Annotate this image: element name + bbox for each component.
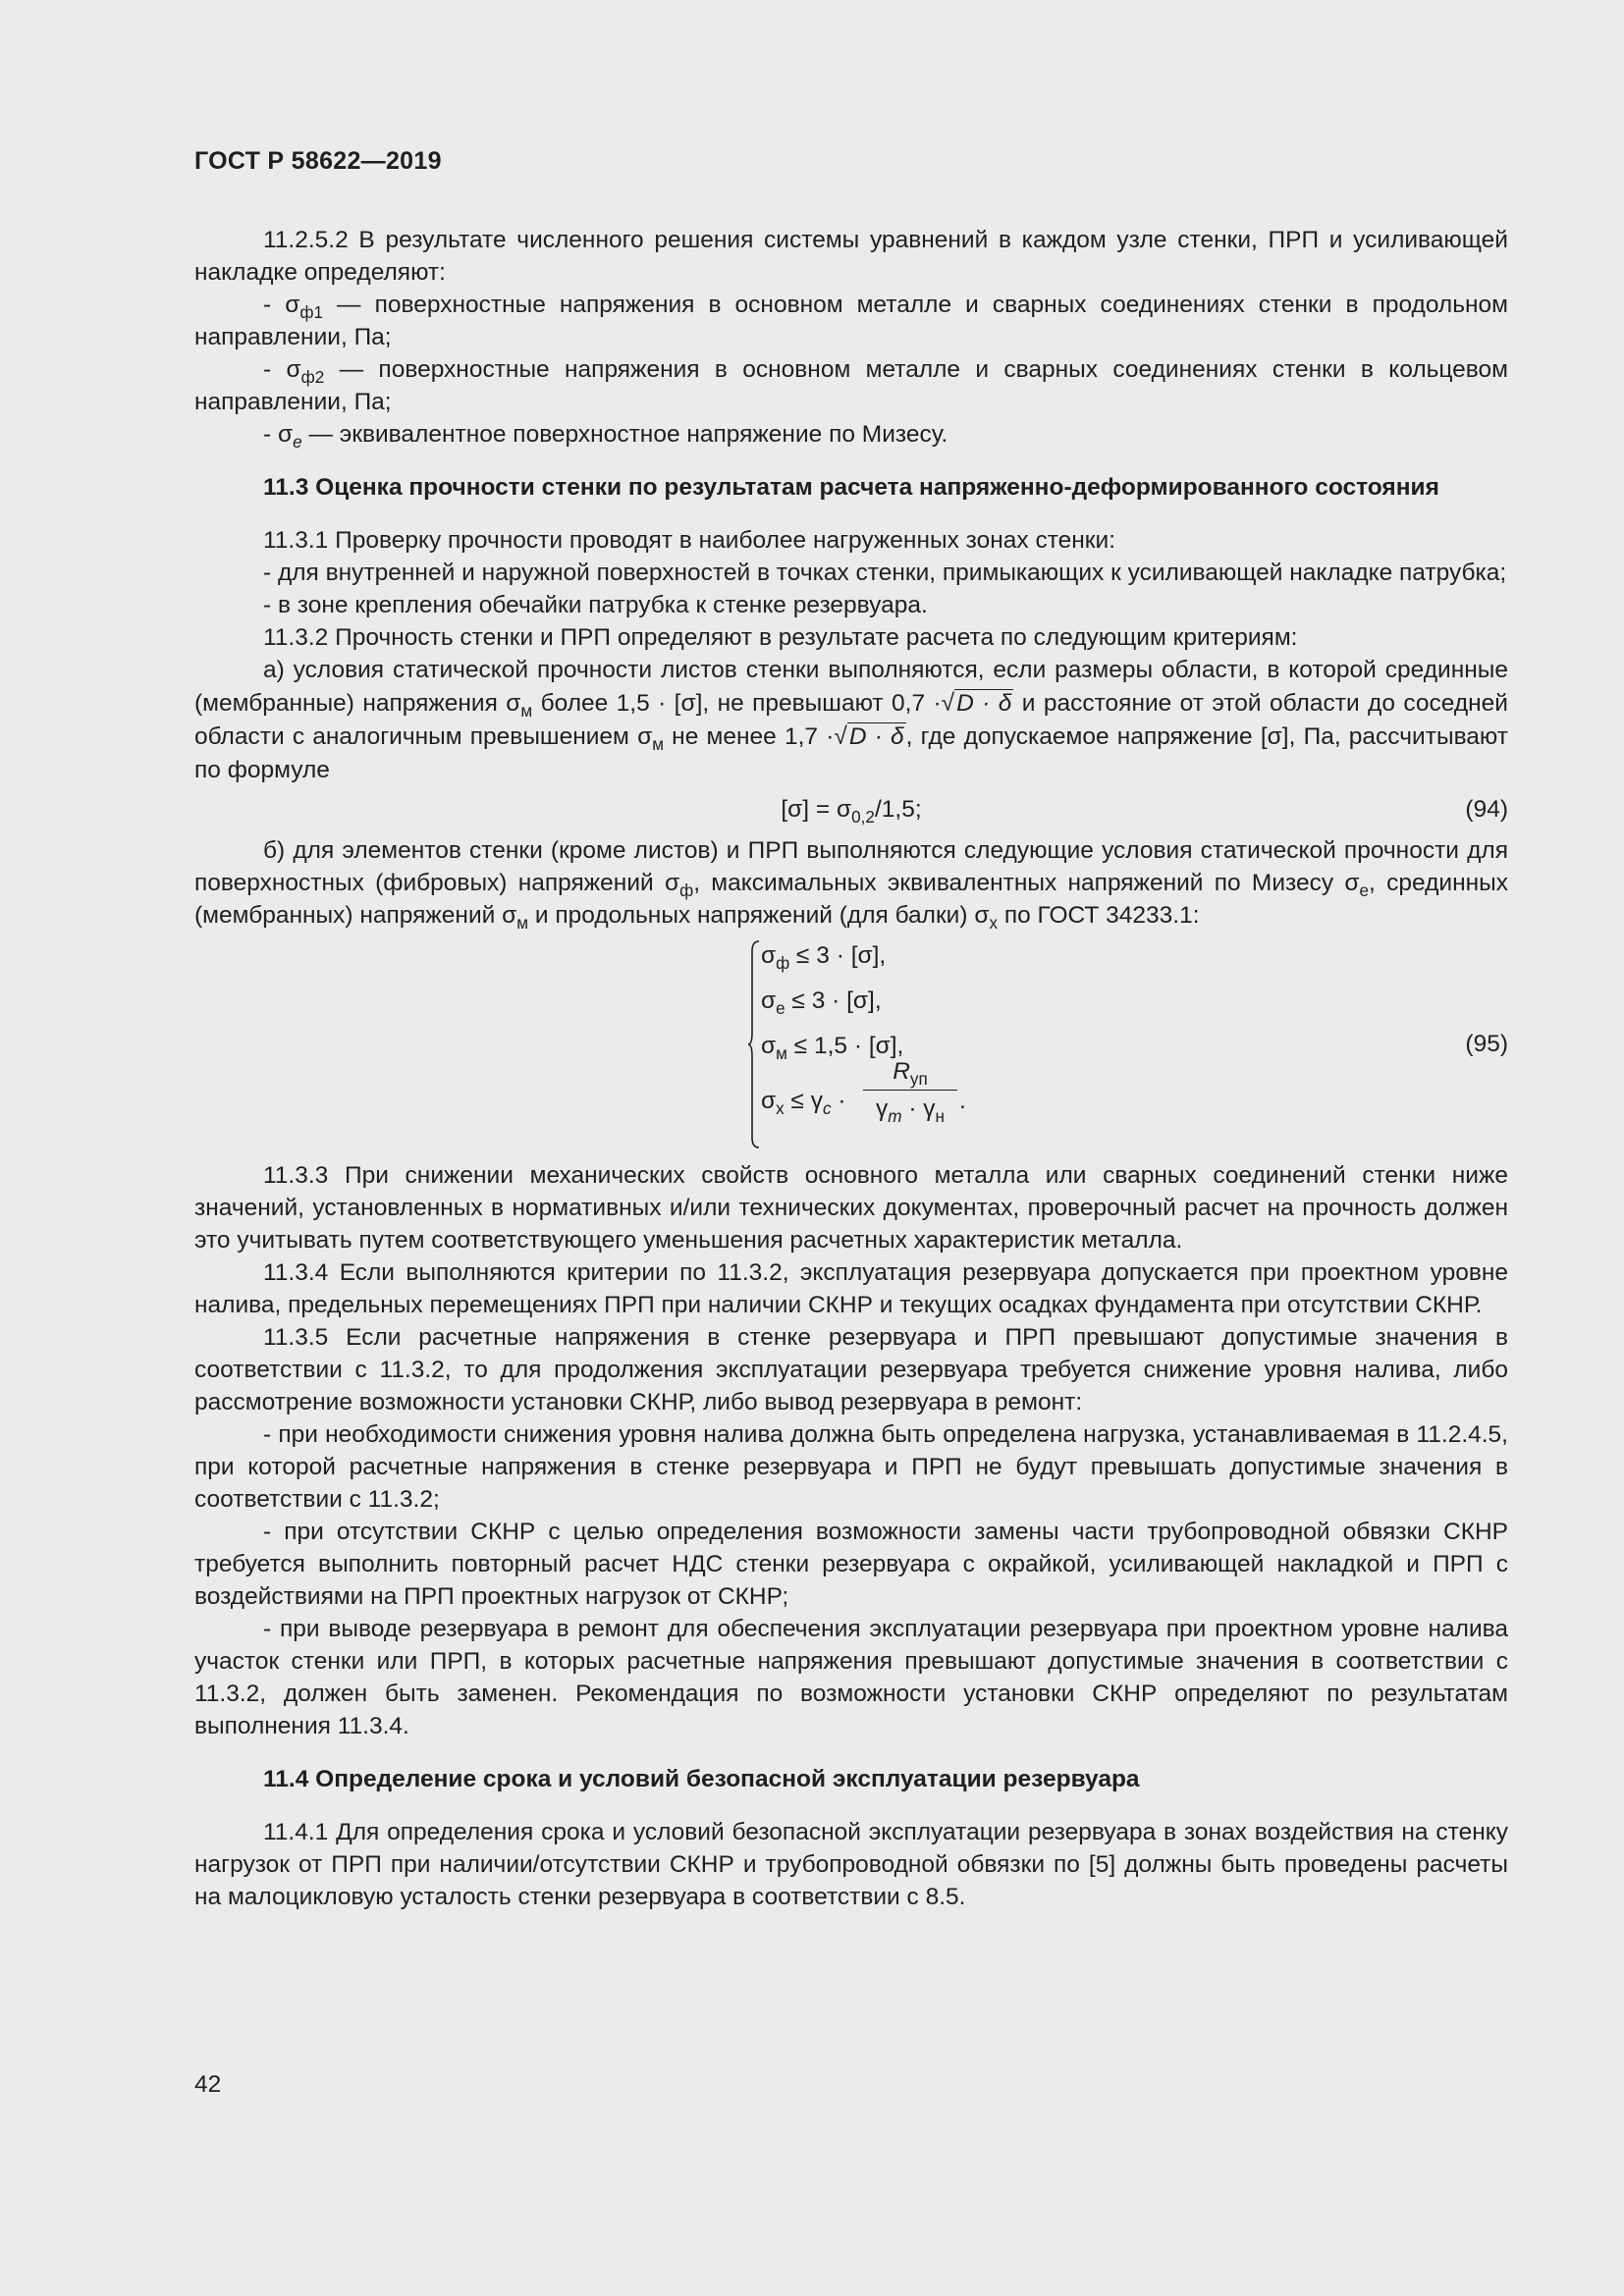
fraction (863, 1055, 957, 1125)
document-header: ГОСТ Р 58622—2019 (194, 147, 442, 175)
section-heading-11-3: 11.3 Оценка прочности стенки по результатам расчета напряженно-деформированного состояния (263, 474, 1439, 501)
equation-row: $\sigma_м \le 1,5 \cdot [\sigma]$, (761, 1033, 904, 1063)
document-body (194, 224, 1508, 1913)
list-item: - при отсутствии СКНР с целью определения возможности замены части трубопроводной обвязки СКНР требуется выполнить повторный расчет НДС стенки резервуара с окрайкой, усиливающей накладкой и ПРП с воздействиями на ПРП проектных нагрузок от СКНР; (194, 1519, 1508, 1610)
list-item: - в зоне крепления обечайки патрубка к стенке резервуара. (263, 592, 928, 618)
paragraph-11-3-2: 11.3.2 Прочность стенки и ПРП определяют в результате расчета по следующим критериям: (263, 624, 1298, 651)
formula-sqrt-1: 0,7 ·√D · δ (892, 690, 1012, 717)
equation-94 (194, 791, 1508, 830)
left-brace (747, 939, 761, 1149)
fraction-denominator: $\gamma_m \cdot \gamma_н$ (875, 1095, 946, 1126)
list-item: - при выводе резервуара в ремонт для обеспечения эксплуатации резервуара при проектном уровне налива участок стенки или ПРП, в которых расчетные напряжения превышают допустимые значения в соответствии с 11.3.2, должен быть заменен. Рекомендация по возможности установки СКНР определяют по результатам выполнения 11.3.4. (194, 1616, 1508, 1739)
paragraph-11-3-4: 11.3.4 Если выполняются критерии по 11.3.2, эксплуатация резервуара допускается при проектном уровне налива, предельных перемещениях ПРП при наличии СКНР и текущих осадках фундамента при отсутствии СКНР. (194, 1259, 1508, 1318)
equation-95-system (747, 937, 973, 1149)
formula-sqrt-2: 1,7 ·√D · δ (784, 723, 904, 750)
equation-period: . (959, 1088, 966, 1114)
list-item: - для внутренней и наружной поверхностей в точках стенки, примыкающих к усиливающей накладке патрубка; (263, 560, 1507, 586)
equation-95 (194, 937, 1508, 1155)
equation-number: (94) (1465, 796, 1508, 823)
paragraph-11-4-1: 11.4.1 Для определения срока и условий безопасной эксплуатации резервуара в зонах воздействия на стенку нагрузок от ПРП при наличии/отсутствии СКНР и трубопроводной обвязки по [5] должны быть проведены расчеты на малоцикловую усталость стенки резервуара в соответствии с 8.5. (194, 1819, 1508, 1910)
page-number: 42 (194, 2071, 222, 2098)
paragraph-11-3-3: 11.3.3 При снижении механических свойств основного металла или сварных соединений стенки ниже значений, установленных в нормативных и/или технических документах, проверочный расчет на прочность должен это учитывать путем соответствующего уменьшения расчетных характеристик металла. (194, 1162, 1508, 1254)
equation-94-formula: $[\sigma] = \sigma_{0,2}/1,5$; (781, 796, 922, 827)
paragraph-11-3-1: 11.3.1 Проверку прочности проводят в наиболее нагруженных зонах стенки: (263, 527, 1116, 554)
equation-row: $\sigma_е \le 3 \cdot [\sigma]$, (761, 988, 882, 1018)
fraction-numerator: $R_{уп}$ (863, 1055, 957, 1091)
bullet-sigma-f2: - $\sigma_{ф2}$ — поверхностные напряжения в основном металле и сварных соединениях стенки в кольцевом направлении, Па; (194, 356, 1508, 415)
criterion-a: а) условия статической прочности листов стенки выполняются, если размеры области, в которой срединные (мембранные) напряжения $\sigma_м$ более 1,5 · [σ], не превышают 0,7 ·√D · δ и расстояние от этой области до соседней области с аналогичным превышением $\sigma_м$ не менее 1,7 ·√D · δ, где допускаемое напряжение [σ], Па, рассчитывают по формуле (194, 657, 1508, 783)
paragraph-11-3-5: 11.3.5 Если расчетные напряжения в стенке резервуара и ПРП превышают допустимые значения в соответствии с 11.3.2, то для продолжения эксплуатации резервуара требуется снижение уровня налива, либо рассмотрение возможности установки СКНР, либо вывод резервуара в ремонт: (194, 1324, 1508, 1415)
bullet-sigma-f1: - $\sigma_{ф1}$ — поверхностные напряжения в основном металле и сварных соединениях стенки в продольном направлении, Па; (194, 292, 1508, 350)
equation-row: $\sigma_х \le \gamma_c$ · (761, 1088, 846, 1118)
paragraph-11-2-5-2: 11.2.5.2 В результате численного решения системы уравнений в каждом узле стенки, ПРП и усиливающей накладке определяют: (194, 227, 1508, 286)
list-item: - при необходимости снижения уровня налива должна быть определена нагрузка, устанавливаемая в 11.2.4.5, при которой расчетные напряжения в стенке резервуара и ПРП не будут превышать допустимые значения в соответствии с 11.3.2; (194, 1421, 1508, 1513)
equation-row: $\sigma_ф \le 3 \cdot [\sigma]$, (761, 942, 887, 973)
section-heading-11-4: 11.4 Определение срока и условий безопасной эксплуатации резервуара (263, 1766, 1140, 1792)
criterion-b: б) для элементов стенки (кроме листов) и ПРП выполняются следующие условия статической прочности для поверхностных (фибровых) напряжений $\sigma_ф$, максимальных эквивалентных напряжений по Мизесу $\sigma_е$, срединных (мембранных) напряжений $\sigma_м$ и продольных напряжений (для балки) $\sigma_х$ по ГОСТ 34233.1: (194, 837, 1508, 933)
bullet-sigma-e: - $\sigma_е$ — эквивалентное поверхностное напряжение по Мизесу. (263, 421, 948, 452)
equation-number: (95) (1465, 1031, 1508, 1057)
